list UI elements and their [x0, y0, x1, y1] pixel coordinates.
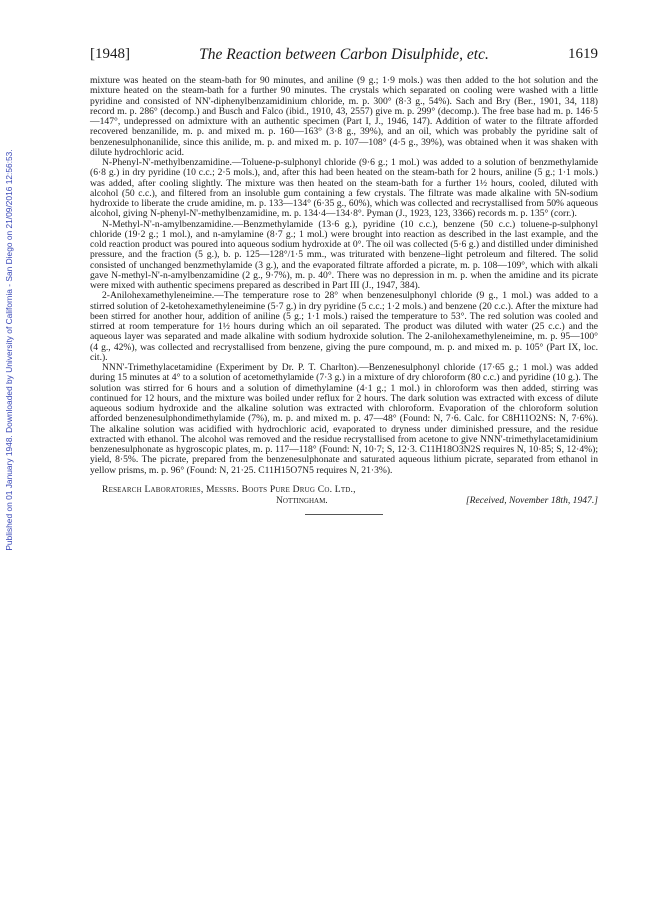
- running-header: [90, 46, 598, 66]
- page-number: 1619: [568, 46, 598, 62]
- download-notice-text: Published on 01 January 1948. Downloaded by University of California - San Diego on 21/09/2016 12:56:53.: [4, 149, 14, 551]
- header-year: [1948]: [90, 46, 130, 62]
- received-date: [Received, November 18th, 1947.]: [465, 494, 598, 506]
- end-rule: [305, 514, 383, 515]
- affiliation-block: [90, 484, 598, 506]
- paragraph: mixture was heated on the steam-bath for 90 minutes, and aniline (9 g.; 1·9 mols.) was then added to the hot solution and the mixture heated on the steam-bath for a further 90 minutes. The crystals which separated on cooling were washed with a little pyridine and consisted of NN'-diphenylbenzamidinium chloride, m. p. 300° (8·3 g., 54%). Sach and Bry (Ber., 1901, 34, 118) record m. p. 286° (decomp.) and Busch and Falco (ibid., 1910, 43, 2557) give m. p. 299° (decomp.). The free base had m. p. 146·5—147°, undepressed on admixture with an authentic specimen (Part I, J., 1946, 147). Addition of water to the filtrate afforded recovered benzanilide, m. p. and mixed m. p. 160—163° (3·8 g., 39%), and an oil, which was probably the pyridine salt of benzenesulphonanilide, since this anilide, m. p. and mixed m. p. 107—108° (4·5 g., 39%), was obtained when it was shaken with dilute hydrochloric acid.: [90, 75, 598, 158]
- paragraph: NNN'-Trimethylacetamidine (Experiment by Dr. P. T. Charlton).—Benzenesulphonyl chloride (17·65 g.; 1 mol.) was added during 15 minutes at 4° to a solution of acetomethylamide (7·3 g.) in a mixture of dry chloroform (80 c.c.) and pyridine (10 g.). The solution was stirred for 6 hours and a solution of dimethylamine (4·1 g.; 1 mol.) in chloroform was then added, stirring was continued for 12 hours, and the mixture was boiled under reflux for 2 hours. The dark solution was extracted with excess of dilute aqueous sodium hydroxide and the alkaline solution was extracted with chloroform. Evaporation of the chloroform solution afforded benzenesulphondimethylamide (7%), m. p. and mixed m. p. 47—48° (Found: N, 7·6. Calc. for C8H11O2NS: N, 7·6%). The alkaline solution was acidified with hydrochloric acid, evaporated to dryness under diminished pressure, and the residue extracted with ethanol. The alcohol was removed and the residue recrystallised from acetone to give NNN'-trimethylacetamidinium benzenesulphonate as hygroscopic plates, m. p. 117—118° (Found: N, 10·7; S, 12·3. C11H18O3N2S requires N, 10·85; S, 12·4%); yield, 8·5%. The picrate, prepared from the benzenesulphonate and saturated aqueous lithium picrate, separated from ethanol in yellow prisms, m. p. 96° (Found: N, 21·25. C11H15O7N5 requires N, 21·3%).: [90, 362, 598, 476]
- affiliation: Research Laboratories, Messrs. Boots Pure Drug Co. Ltd.,: [102, 483, 356, 495]
- header-title: The Reaction between Carbon Disulphide, etc.: [199, 46, 489, 63]
- paragraph: 2-Anilohexamethyleneimine.—The temperature rose to 28° when benzenesulphonyl chloride (9 g., 1 mol.) was added to a stirred solution of 2-ketohexamethyleneimine (5·7 g.) in dry pyridine (5 c.c.; 1·2 mols.) and benzene (20 c.c.). After the mixture had been stirred for another hour, addition of aniline (5 g.; 1·1 mols.) raised the temperature to 53°. The red solution was cooled and stirred at room temperature for 1½ hours during which an oil separated. The product was diluted with water (25 c.c.) and the aqueous layer was separated and made alkaline with sodium hydroxide solution. The 2-anilohexamethyleneimine, m. p. 95—100° (4 g., 42%), was collected and recrystallised from benzene, giving the pure compound, m. p. and mixed m. p. 105° (Part IX, loc. cit.).: [90, 290, 598, 363]
- download-notice: [2, 90, 16, 610]
- article-body: [90, 76, 598, 515]
- paragraph: N-Methyl-N'-n-amylbenzamidine.—Benzmethylamide (13·6 g.), pyridine (10 c.c.), benzene (50 c.c.) toluene-p-sulphonyl chloride (19·2 g.; 1 mol.), and n-amylamine (8·7 g.; 1 mol.) were brought into reaction as described in the last example, and the cold reaction product was poured into aqueous sodium hydroxide at 0°. The oil was collected (5·6 g.) and distilled under diminished pressure, and the fraction (5 g.), b. p. 125—128°/1·5 mm., was triturated with benzene–light petroleum and filtered. The solid consisted of unchanged benzmethylamide (3 g.), and the evaporated filtrate afforded a picrate, m. p. 108—109°, which with alkali gave N-methyl-N'-n-amylbenzamidine (2 g., 9·7%), m. p. 40°. There was no depression in m. p. when the amidine and its picrate were mixed with authentic specimens prepared as described in Part III (J., 1947, 384).: [90, 218, 598, 291]
- paragraph: N-Phenyl-N'-methylbenzamidine.—Toluene-p-sulphonyl chloride (9·6 g.; 1 mol.) was added to a solution of benzmethylamide (6·8 g.) in dry pyridine (10 c.c.; 2·5 mols.), and, after this had been heated on the steam-bath for 2 hours, aniline (5 g.; 1·1 mols.) was added, after cooling slightly. The mixture was then heated on the steam-bath for a further 1½ hours, cooled, diluted with alcohol (50 c.c.), and filtered from an insoluble gum containing a few crystals. The filtrate was made alkaline with 5N-sodium hydroxide to liberate the crude amidine, m. p. 133—134° (6·35 g., 60%), which was collected and recrystallised from 50% aqueous alcohol, giving N-phenyl-N'-methylbenzamidine, m. p. 134·4—134·8°. Pyman (J., 1923, 123, 3366) records m. p. 135° (corr.).: [90, 157, 598, 220]
- affiliation-city: Nottingham.: [276, 494, 328, 506]
